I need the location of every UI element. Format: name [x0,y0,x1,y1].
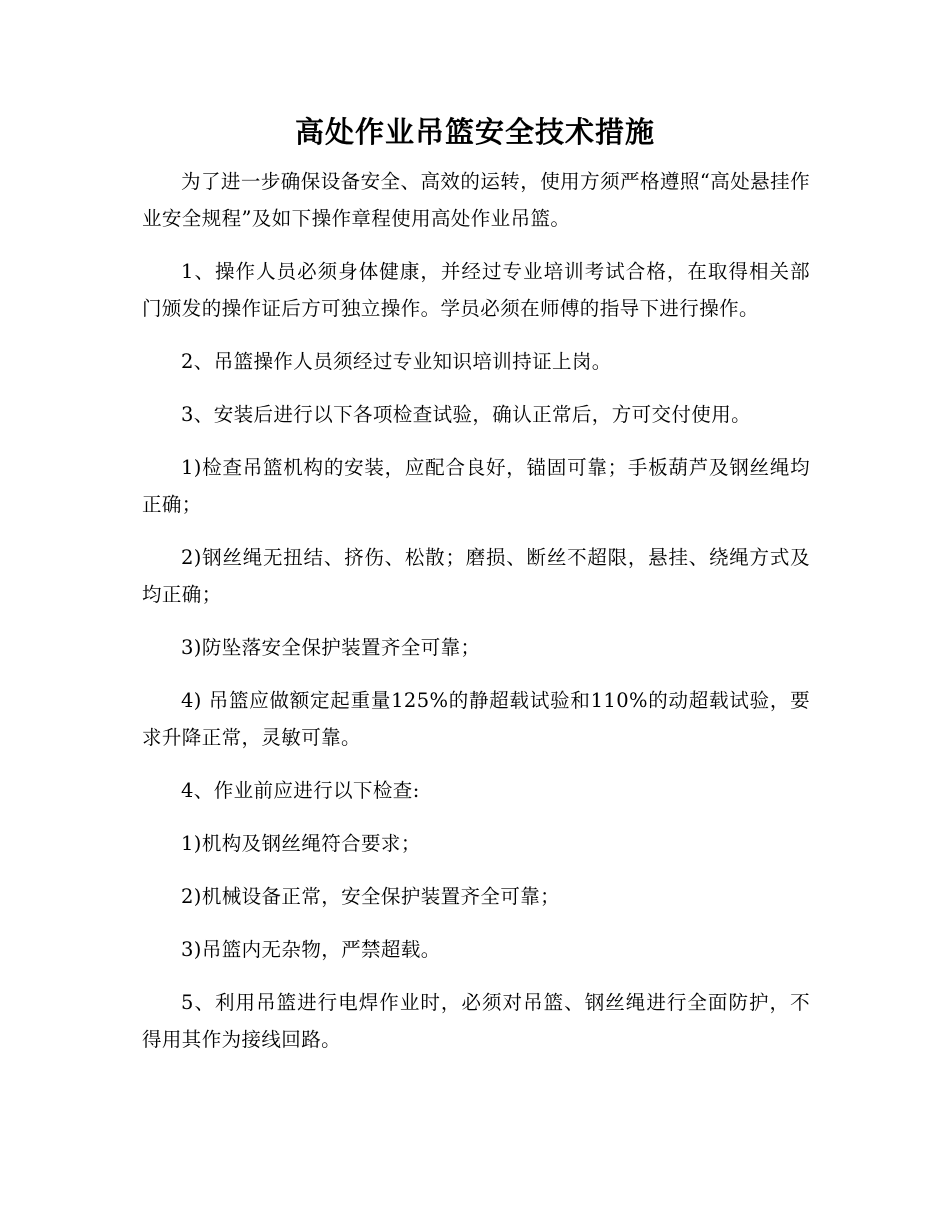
item-3-sub-2-paragraph: 2)钢丝绳无扭结、挤伤、松散；磨损、断丝不超限，悬挂、绕绳方式及均正确； [142,546,810,606]
document-body [142,163,810,1074]
item-5-paragraph: 5、利用吊篮进行电焊作业时，必须对吊篮、钢丝绳进行全面防护，不得用其作为接线回路。 [142,991,810,1051]
item-3-sub-4-paragraph: 4) 吊篮应做额定起重量125%的静超载试验和110%的动超载试验，要求升降正常，灵敏可靠。 [142,689,810,749]
item-4-paragraph: 4、作业前应进行以下检查: [181,779,420,802]
item-4-sub-3-paragraph: 3)吊篮内无杂物，严禁超载。 [181,938,441,961]
item-3-sub-1-paragraph: 1)检查吊篮机构的安装，应配合良好，锚固可靠；手板葫芦及钢丝绳均正确； [142,456,810,516]
item-1-paragraph: 1、操作人员必须身体健康，并经过专业培训考试合格，在取得相关部门颁发的操作证后方可独立操作。学员必须在师傅的指导下进行操作。 [142,260,810,320]
item-4-sub-2-paragraph: 2)机械设备正常，安全保护装置齐全可靠； [181,885,561,908]
item-3-sub-3-paragraph: 3)防坠落安全保护装置齐全可靠； [181,636,481,659]
document-title: 高处作业吊篮安全技术措施 [294,115,655,149]
item-2-paragraph: 2、吊篮操作人员须经过专业知识培训持证上岗。 [181,350,612,373]
item-3-paragraph: 3、安装后进行以下各项检查试验，确认正常后，方可交付使用。 [181,403,752,426]
item-4-sub-1-paragraph: 1)机构及钢丝绳符合要求； [181,832,421,855]
intro-paragraph: 为了进一步确保设备安全、高效的运转，使用方须严格遵照“高处悬挂作业安全规程”及如下操作章程使用高处作业吊篮。 [142,170,810,230]
